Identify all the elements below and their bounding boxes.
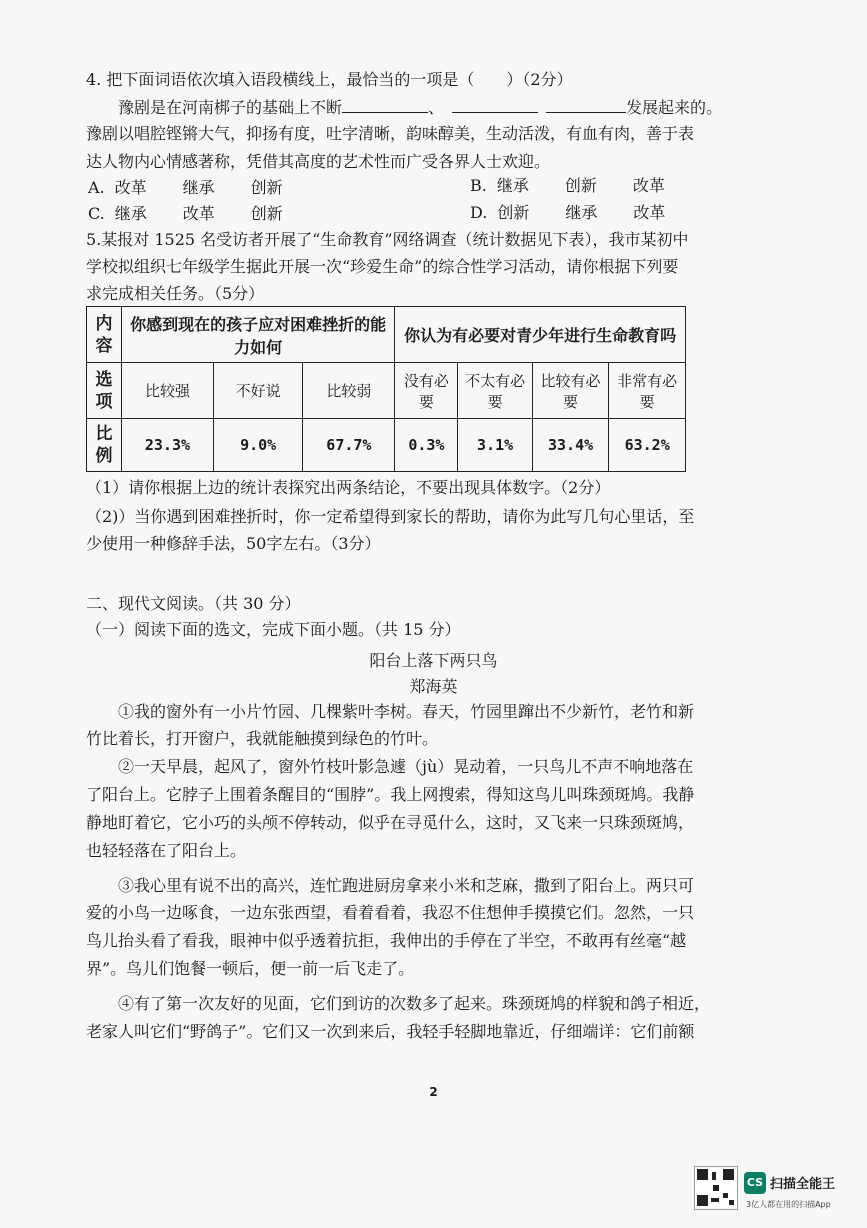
p3-line1: ③我心里有说不出的高兴，连忙跑进厨房拿来小米和芝麻，撒到了阳台上。两只可: [118, 876, 695, 895]
p2-line4: 也轻轻落在了阳台上。: [86, 841, 247, 860]
p3-line4: 界”。鸟儿们饱餐一顿后，便一前一后飞走了。: [86, 959, 415, 978]
q4-option-a: [88, 178, 319, 198]
option-letter: B.: [470, 176, 487, 195]
option-letter: D.: [470, 203, 488, 222]
p2-line3: 静地盯着它，它小巧的头颅不停转动，似乎在寻觅什么，这时，又飞来一只珠颈斑鸠，: [86, 813, 695, 832]
ratio-cell: 9.0%: [213, 419, 302, 472]
q4-text-a: 豫剧是在河南梆子的基础上不断: [118, 98, 343, 117]
row-label-ratio: 比例: [87, 419, 122, 472]
p1-line1: ①我的窗外有一小片竹园、几棵紫叶李树。春天，竹园里蹿出不少新竹，老竹和新: [118, 702, 695, 721]
table-row: [87, 363, 686, 419]
option-cell: 比较有必要: [532, 363, 609, 419]
page-number: 2: [429, 1085, 438, 1099]
q4-option-b: [470, 176, 701, 196]
blank-1: [342, 96, 428, 113]
article-title: 阳台上落下两只鸟: [369, 651, 498, 670]
p1-line2: 竹比着长，打开窗户，我就能触摸到绿色的竹叶。: [86, 729, 439, 748]
q4-paragraph-line2: 豫剧以唱腔铿锵大气，抑扬有度，吐字清晰，韵味醇美，生动活泼，有血有肉，善于表: [86, 124, 695, 143]
p4-line1: ④有了第一次友好的见面，它们到访的次数多了起来。珠颈斑鸠的样貌和鸽子相近，: [118, 994, 711, 1013]
survey-table: [86, 306, 686, 472]
option-cell: 没有必要: [395, 363, 458, 419]
table-row: [87, 419, 686, 472]
q4-option-d: [470, 203, 701, 223]
blank-3: [546, 96, 626, 113]
option-letter: C.: [88, 204, 105, 223]
ratio-cell: 23.3%: [122, 419, 214, 472]
option-cell: 比较强: [122, 363, 214, 419]
option-word: 创新: [250, 204, 283, 223]
p3-line2: 爱的小鸟一边啄食，一边东张西望，看着看着，我忍不住想伸手摸摸它们。忽然，一只: [86, 903, 695, 922]
q5-line1: 5.某报对 1525 名受访者开展了“生命教育”网络调查（统计数据见下表），我市某初中: [86, 230, 689, 249]
q4-title: 4. 把下面词语依次填入语段横线上，最恰当的一项是（ ）（2分）: [86, 70, 573, 89]
q5-line2: 学校拟组织七年级学生据此开展一次“珍爱生命”的综合性学习活动，请你根据下列要: [86, 257, 679, 276]
blank-2: [452, 96, 538, 113]
option-word: 继承: [114, 204, 147, 223]
header-necessity: 你认为有必要对青少年进行生命教育吗: [395, 307, 686, 363]
option-letter: A.: [88, 178, 105, 197]
ratio-cell: 67.7%: [303, 419, 395, 472]
q4-paragraph-line3: 达人物内心情感著称，凭借其高度的艺术性而广受各界人士欢迎。: [86, 152, 551, 171]
p3-line3: 鸟儿抬头看了看我，眼神中似乎透着抗拒，我伸出的手停在了半空，不敢再有丝毫“越: [86, 931, 687, 950]
ratio-cell: 3.1%: [458, 419, 532, 472]
p2-line1: ②一天早晨，起风了，窗外竹枝叶影急遽（jù）晃动着，一只鸟儿不声不响地落在: [118, 757, 694, 776]
option-word: 创新: [250, 178, 283, 197]
option-word: 创新: [564, 176, 597, 195]
q4-paragraph-line1: [118, 96, 722, 118]
option-word: 改革: [182, 204, 215, 223]
q4-text-c: 发展起来的。: [626, 98, 723, 117]
option-word: 改革: [632, 176, 665, 195]
q5-sub2-line1: （2)）当你遇到困难挫折时，你一定希望得到家长的帮助，请你为此写几句心里话，至: [86, 507, 695, 526]
option-cell: 不好说: [213, 363, 302, 419]
option-word: 继承: [182, 178, 215, 197]
q5-line3: 求完成相关任务。（5分）: [86, 284, 265, 303]
q5-sub1: （1）请你根据上边的统计表探究出两条结论，不要出现具体数字。（2分）: [86, 478, 611, 497]
p4-line2: 老家人叫它们“野鸽子”。它们又一次到来后，我轻手轻脚地靠近，仔细端详：它们前额: [86, 1022, 695, 1041]
p2-line2: 了阳台上。它脖子上围着条醒目的“围脖”。我上网搜索，得知这鸟儿叫珠颈斑鸠。我静: [86, 785, 695, 804]
option-word: 继承: [496, 176, 529, 195]
ratio-cell: 33.4%: [532, 419, 609, 472]
row-label-option: 选项: [87, 363, 122, 419]
option-word: 创新: [497, 203, 530, 222]
header-ability: 你感到现在的孩子应对困难挫折的能力如何: [122, 307, 395, 363]
option-word: 改革: [633, 203, 666, 222]
option-cell: 不太有必要: [458, 363, 532, 419]
scanner-tagline: 3亿人都在用的扫描App: [746, 1200, 831, 1209]
q5-sub2-line2: 少使用一种修辞手法，50字左右。（3分）: [86, 534, 381, 553]
row-label-content: 内容: [87, 307, 122, 363]
option-word: 改革: [114, 178, 147, 197]
ratio-cell: 63.2%: [609, 419, 686, 472]
option-word: 继承: [565, 203, 598, 222]
scanner-app-name: 扫描全能王: [770, 1177, 836, 1192]
option-cell: 非常有必要: [609, 363, 686, 419]
section2-heading: 二、现代文阅读。（共 30 分）: [86, 594, 301, 613]
scanner-logo-icon: CS: [744, 1172, 766, 1194]
q4-text-b: 、: [428, 98, 445, 117]
section2-subheading: （一）阅读下面的选文，完成下面小题。（共 15 分）: [86, 620, 461, 639]
q4-option-c: [88, 204, 319, 224]
qr-code-icon: [694, 1166, 738, 1210]
option-cell: 比较弱: [303, 363, 395, 419]
article-author: 郑海英: [409, 677, 458, 696]
table-row: [87, 307, 686, 363]
ratio-cell: 0.3%: [395, 419, 458, 472]
